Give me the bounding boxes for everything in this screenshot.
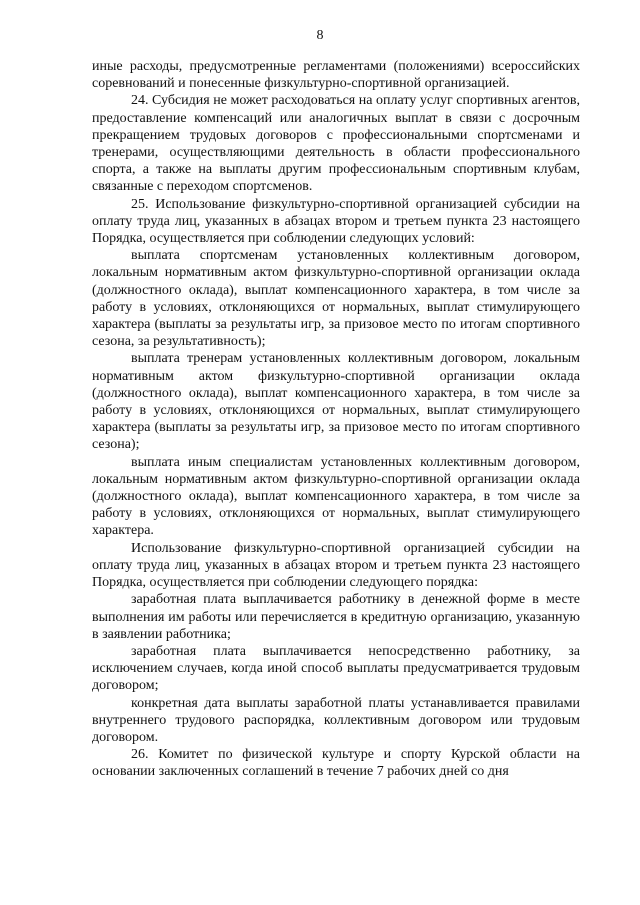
paragraph-item-26: 26. Комитет по физической культуре и спорту Курской области на основании заключенных соглашений в течение 7 рабочих дней со дня: [92, 747, 580, 780]
paragraph-order-payment-date: конкретная дата выплаты заработной платы устанавливается правилами внутреннего трудового распорядка, коллективным договором или трудовым договором.: [92, 695, 580, 745]
paragraph-payment-order: Использование физкультурно-спортивной организацией субсидии на оплату труда лиц, указанных в абзацах втором и третьем пункта 23 настоящего Порядка, осуществляется при соблюдении следующего порядка:: [92, 540, 580, 591]
paragraph-item-24: 24. Субсидия не может расходоваться на оплату услуг спортивных агентов, предоставление компенсаций или аналогичных выплат в связи с досрочным прекращением трудовых договоров с профессиональными спортсменами и тренерами, осуществляющими деятельность в области профессионального спорта, а также на выплаты другим профессиональным спортивным клубам, связанные с переходом спортсменов.: [92, 93, 580, 195]
paragraph-order-cash-form: заработная плата выплачивается работнику в денежной форме в месте выполнения им работы или перечисляется в кредитную организацию, указанную в заявлении работника;: [92, 592, 580, 642]
paragraph-order-direct-payment: заработная плата выплачивается непосредственно работнику, за исключением случаев, когда иной способ выплаты предусматривается трудовым договором;: [92, 643, 580, 694]
paragraph-condition-coaches: выплата тренерам установленных коллективным договором, локальным нормативным актом физкультурно-спортивной организации оклада (должностного оклада), выплат компенсационного характера, в том числе за работу в условиях, отклоняющихся от нормальных, выплат стимулирующего характера (выплаты за результаты игр, за призовое место по итогам спортивного сезона);: [92, 351, 580, 453]
paragraph-item-25: 25. Использование физкультурно-спортивной организацией субсидии на оплату труда лиц, указанных в абзацах втором и третьем пункта 23 настоящего Порядка, осуществляется при соблюдении следующих условий:: [92, 196, 580, 247]
paragraph-continuation: иные расходы, предусмотренные регламентами (положениями) всероссийских соревнований и понесенные физкультурно-спортивной организацией.: [92, 59, 580, 92]
paragraph-condition-specialists: выплата иным специалистам установленных коллективным договором, локальным нормативным актом физкультурно-спортивной организации оклада (должностного оклада), выплат компенсационного характера, в том числе за работу в условиях, отклоняющихся от нормальных, выплат стимулирующего характера.: [92, 454, 580, 539]
paragraph-condition-athletes: выплата спортсменам установленных коллективным договором, локальным нормативным актом физкультурно-спортивной организации оклада (должностного оклада), выплат компенсационного характера, в том числе за работу в условиях, отклоняющихся от нормальных, выплат стимулирующего характера (выплаты за результаты игр, за призовое место по итогам спортивного сезона, за результативность);: [92, 248, 580, 350]
document-body: [92, 58, 580, 781]
page-number: 8: [316, 28, 324, 43]
